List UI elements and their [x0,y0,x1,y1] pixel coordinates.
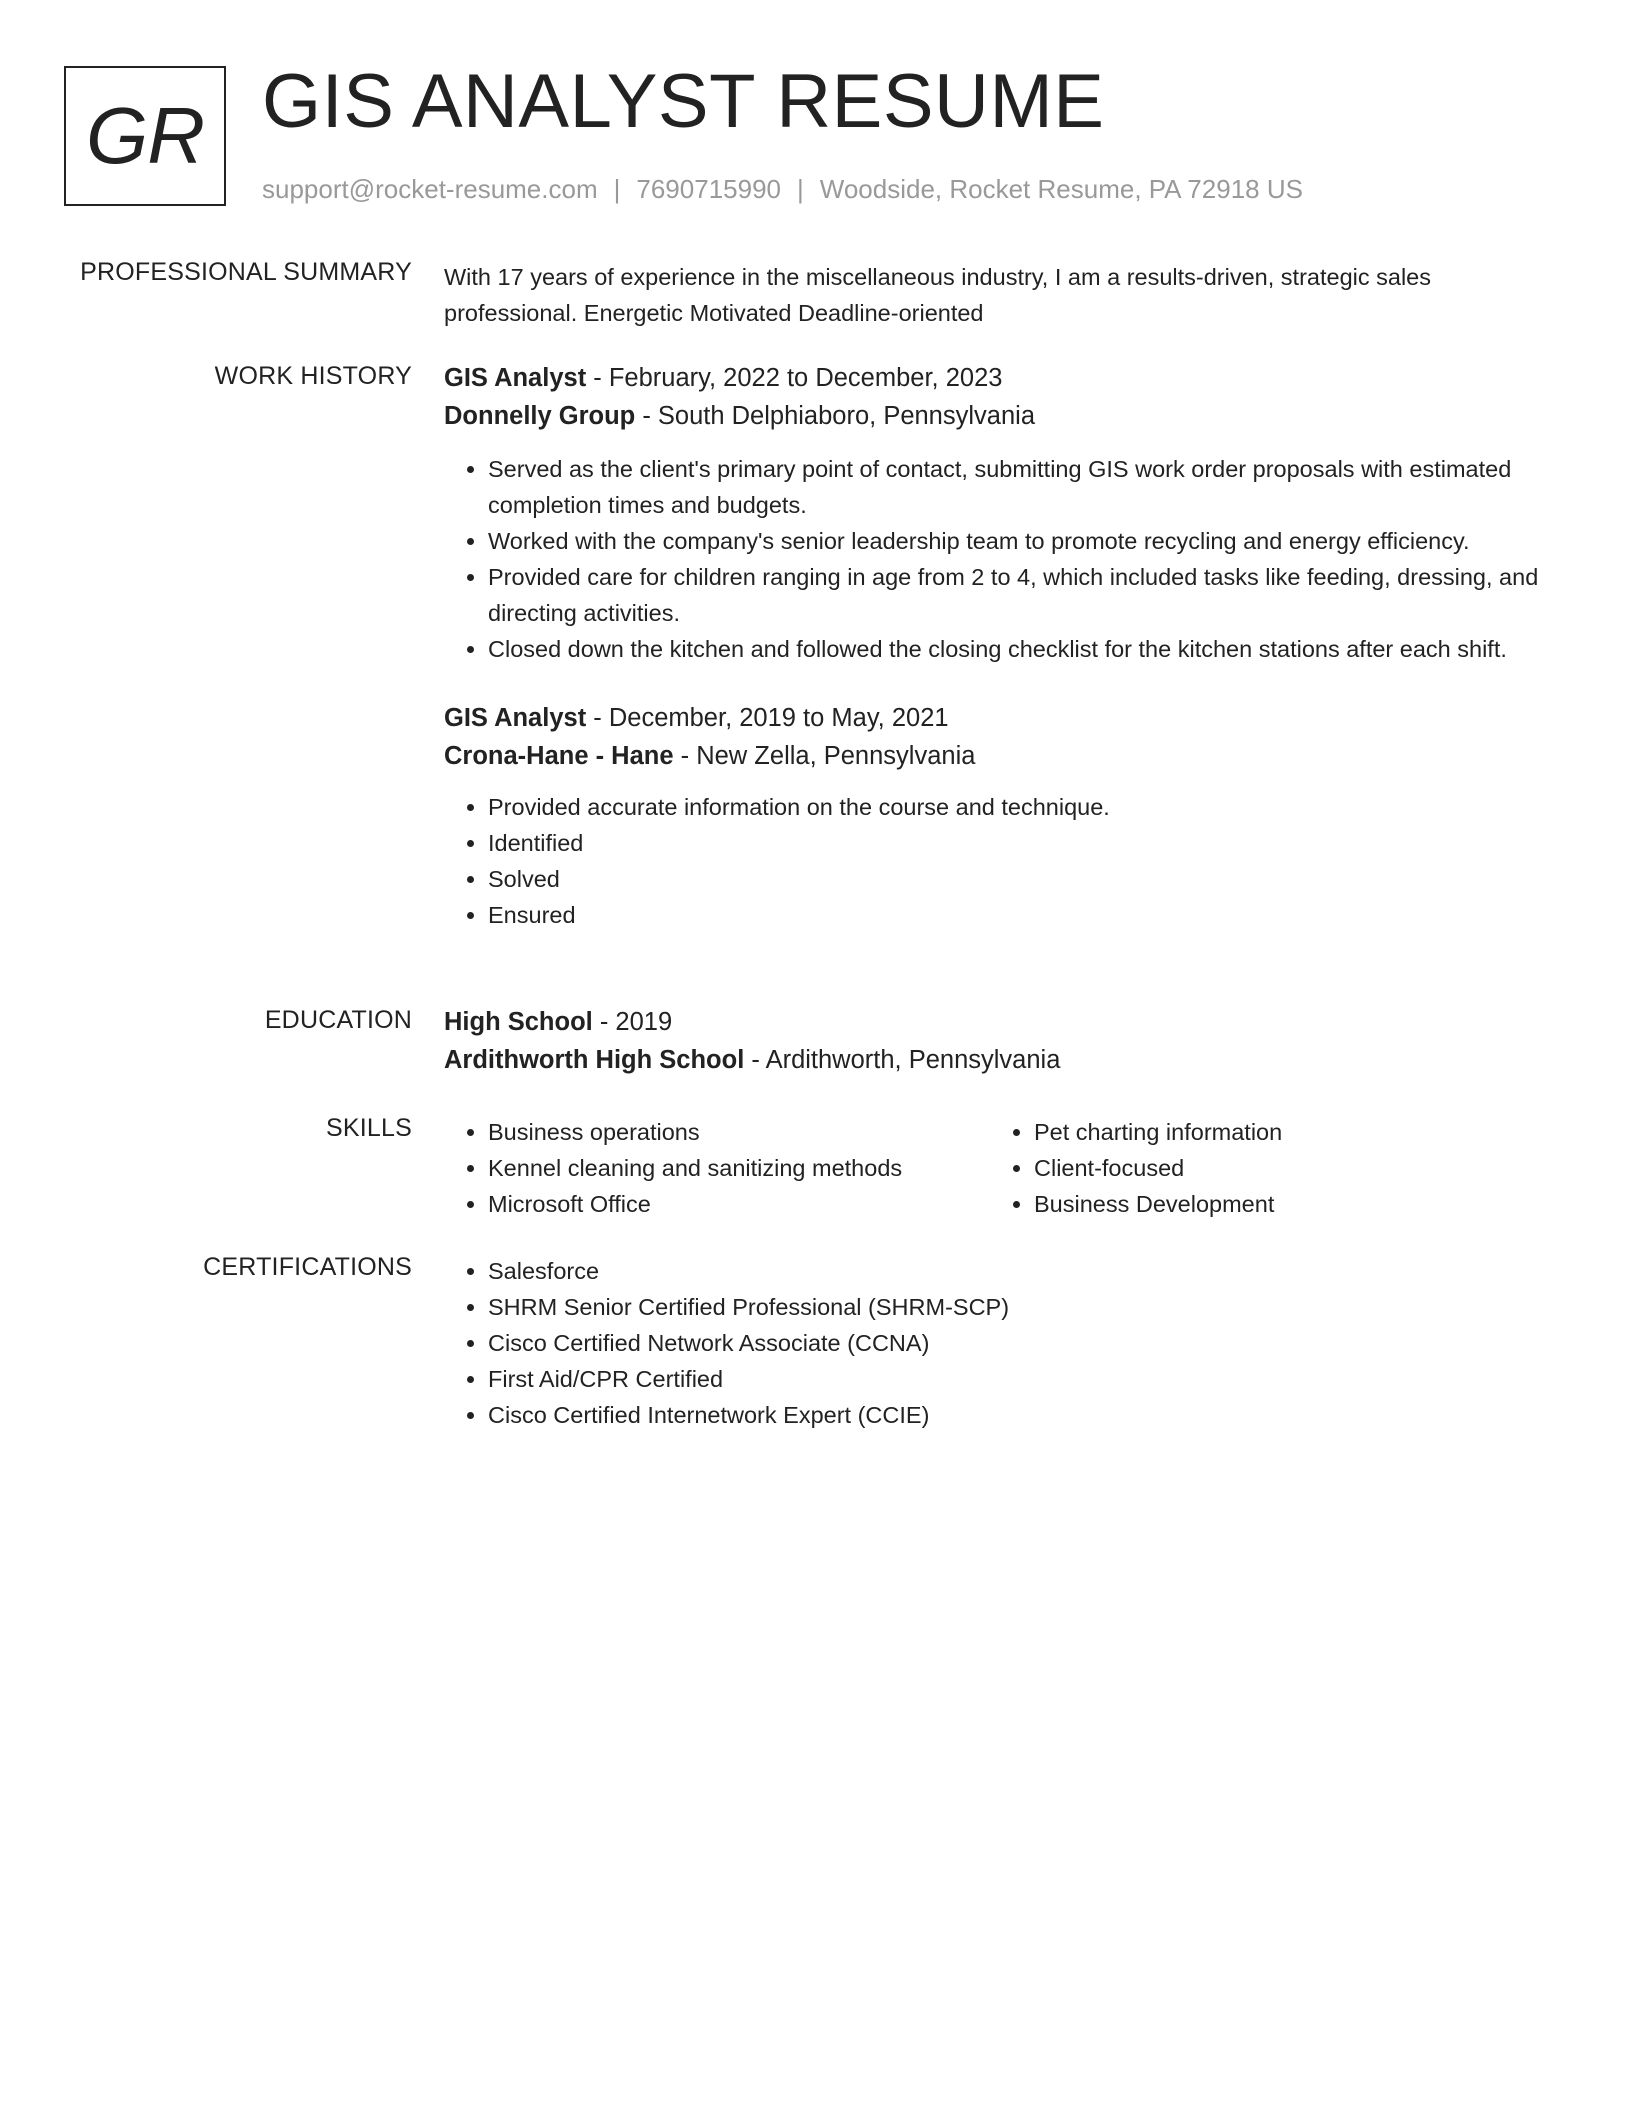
summary-body [444,259,1554,331]
skills-list [990,1114,1536,1222]
job-bullet: • Solved [488,861,1554,897]
job-title: GIS Analyst [444,704,587,732]
contact-email[interactable]: support@rocket-resume.com [262,174,598,204]
skills-column [444,1114,990,1222]
job-entry [444,699,1554,933]
skill-item: • Microsoft Office [488,1186,990,1222]
education-body [444,1003,1554,1079]
certifications-list [444,1253,1554,1433]
contact-separator: | [613,174,621,204]
job-title-line [444,359,1554,397]
job-dates: - February, 2022 to December, 2023 [586,364,1003,392]
certification-item: • First Aid/CPR Certified [488,1361,1554,1397]
education-year: - 2019 [592,1008,673,1036]
education-location: - Ardithworth, Pennsylvania [744,1046,1061,1074]
section-label-summary: PROFESSIONAL SUMMARY [80,258,412,286]
job-location: - South Delphiaboro, Pennsylvania [635,402,1035,430]
skill-item: • Business Development [1034,1186,1536,1222]
section-label-certifications: CERTIFICATIONS [203,1253,412,1281]
education-degree: High School [444,1008,593,1036]
job-dates: - December, 2019 to May, 2021 [586,704,949,732]
job-bullet: • Served as the client's primary point of contact, submitting GIS work order proposals with estimated completion times and budgets. [488,451,1554,523]
job-title-line [444,699,1554,737]
section-label-work-history: WORK HISTORY [214,362,412,390]
job-bullet: • Provided accurate information on the course and technique. [488,789,1554,825]
job-bullet: • Closed down the kitchen and followed the closing checklist for the kitchen stations after each shift. [488,631,1554,667]
job-title: GIS Analyst [444,364,587,392]
certification-item: • Cisco Certified Internetwork Expert (CCIE) [488,1397,1554,1433]
contact-separator: | [797,174,804,204]
section-label-education: EDUCATION [264,1006,412,1034]
certification-item: • SHRM Senior Certified Professional (SHRM-SCP) [488,1289,1554,1325]
job-location: - New Zella, Pennsylvania [673,742,976,770]
job-bullet: • Ensured [488,897,1554,933]
contact-address: Woodside, Rocket Resume, PA 72918 US [819,174,1303,204]
job-company-line [444,397,1554,435]
skill-item: • Business operations [488,1114,990,1150]
job-company: Donnelly Group [444,402,636,430]
job-bullets [444,789,1554,933]
job-bullet: • Provided care for children ranging in age from 2 to 4, which included tasks like feeding, dressing, and directing activities. [488,559,1554,631]
skill-item: • Pet charting information [1034,1114,1536,1150]
skill-item: • Client-focused [1034,1150,1536,1186]
skill-item: • Kennel cleaning and sanitizing methods [488,1150,990,1186]
skills-grid [444,1114,1554,1222]
education-degree-line [444,1003,1554,1041]
skills-list [444,1114,990,1222]
certification-item: • Salesforce [488,1253,1554,1289]
job-entry [444,359,1554,667]
contact-line [262,174,1303,205]
job-company-line [444,737,1554,775]
job-bullets [444,451,1554,667]
certifications-body [444,1253,1554,1433]
job-bullet: • Identified [488,825,1554,861]
certification-item: • Cisco Certified Network Associate (CCNA) [488,1325,1554,1361]
contact-phone[interactable]: 7690715990 [636,174,781,204]
work-history-body [444,359,1554,933]
section-label-skills: SKILLS [326,1114,412,1142]
skills-body [444,1114,1554,1222]
summary-text: With 17 years of experience in the miscellaneous industry, I am a results-driven, strategic sales professional. Energetic Motivated Deadline-oriented [444,264,1431,326]
education-school: Ardithworth High School [444,1046,745,1074]
page-title: GIS ANALYST RESUME [262,59,1105,144]
job-bullet: • Worked with the company's senior leadership team to promote recycling and energy efficiency. [488,523,1554,559]
skills-column [990,1114,1536,1222]
job-company: Crona-Hane - Hane [444,742,674,770]
education-school-line [444,1041,1554,1079]
monogram-badge: GR [64,66,226,206]
